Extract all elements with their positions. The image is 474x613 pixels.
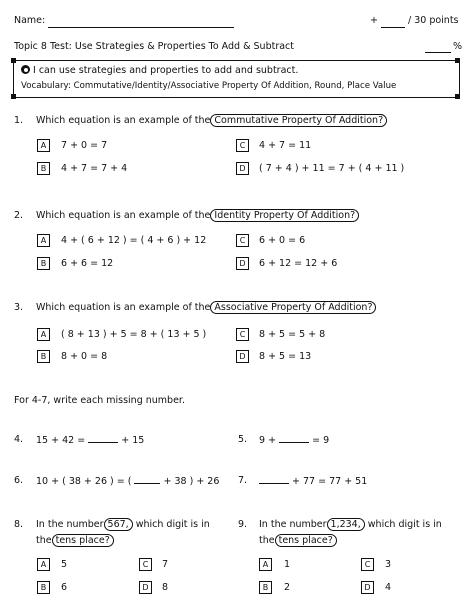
option-text: 4 + 7 = 7 + 4 [61, 163, 128, 174]
option-text: ( 8 + 13 ) + 5 = 8 + ( 13 + 5 ) [61, 329, 207, 340]
option-text: 2 [284, 582, 291, 593]
option-letter[interactable]: D [236, 257, 249, 270]
question-prompt: Which equation is an example of the Associative Property Of Addition? [36, 302, 376, 313]
name-field[interactable] [48, 27, 234, 28]
circled-number: 567, [104, 518, 133, 531]
target-icon [21, 65, 30, 74]
option-text: 6 + 0 = 6 [259, 235, 306, 246]
points-total: / 30 points [408, 15, 459, 26]
answer-blank[interactable] [259, 475, 289, 484]
option-letter[interactable]: D [139, 581, 152, 594]
question-number: 4. [14, 434, 24, 445]
option-text: 7 [162, 559, 169, 570]
option-letter[interactable]: A [37, 139, 50, 152]
instructions: For 4-7, write each missing number. [14, 395, 185, 406]
option-letter[interactable]: C [236, 234, 249, 247]
circled-term: Associative Property Of Addition? [210, 301, 376, 314]
equation: 15 + 42 = + 15 [36, 435, 145, 446]
corner-mark [455, 94, 460, 99]
option-letter[interactable]: B [37, 162, 50, 175]
option-letter[interactable]: B [37, 257, 50, 270]
question-prompt-line2: the tens place? [36, 535, 114, 546]
option-text: 4 [385, 582, 392, 593]
answer-blank[interactable] [134, 475, 160, 484]
option-text: 7 + 0 = 7 [61, 140, 108, 151]
option-text: 6 [61, 582, 68, 593]
points-prefix: + [370, 15, 378, 26]
vocabulary-line: Vocabulary: Commutative/Identity/Associative Property Of Addition, Round, Place Value [21, 81, 397, 91]
question-number: 1. [14, 115, 24, 126]
option-letter[interactable]: D [361, 581, 374, 594]
question-number: 9. [238, 519, 248, 530]
option-text: 4 + ( 6 + 12 ) = ( 4 + 6 ) + 12 [61, 235, 207, 246]
option-letter[interactable]: C [361, 558, 374, 571]
question-number: 5. [238, 434, 248, 445]
option-letter[interactable]: D [236, 162, 249, 175]
answer-blank[interactable] [88, 434, 118, 443]
option-text: 1 [284, 559, 291, 570]
option-text: ( 7 + 4 ) + 11 = 7 + ( 4 + 11 ) [259, 163, 405, 174]
circled-term: tens place? [275, 534, 337, 547]
option-text: 8 + 0 = 8 [61, 351, 108, 362]
name-label: Name: [14, 15, 46, 26]
option-letter[interactable]: B [37, 581, 50, 594]
question-prompt: Which equation is an example of the Commutative Property Of Addition? [36, 115, 387, 126]
option-letter[interactable]: C [236, 139, 249, 152]
corner-mark [11, 94, 16, 99]
question-number: 6. [14, 475, 24, 486]
option-text: 5 [61, 559, 68, 570]
option-letter[interactable]: A [37, 234, 50, 247]
option-letter[interactable]: D [236, 350, 249, 363]
corner-mark [455, 58, 460, 63]
option-text: 6 + 12 = 12 + 6 [259, 258, 338, 269]
option-letter[interactable]: A [37, 558, 50, 571]
test-title: Topic 8 Test: Use Strategies & Properties To Add & Subtract [14, 41, 295, 52]
circled-term: Commutative Property Of Addition? [210, 114, 387, 127]
option-letter[interactable]: B [37, 350, 50, 363]
corner-mark [11, 58, 16, 63]
points-field[interactable] [381, 27, 405, 28]
question-prompt: Which equation is an example of the Identity Property Of Addition? [36, 210, 359, 221]
answer-blank[interactable] [279, 434, 309, 443]
circled-number: 1,234, [327, 518, 365, 531]
option-text: 6 + 6 = 12 [61, 258, 114, 269]
question-prompt: In the number 567, which digit is in [36, 519, 210, 530]
question-number: 3. [14, 302, 24, 313]
question-number: 7. [238, 475, 248, 486]
option-letter[interactable]: A [37, 328, 50, 341]
option-letter[interactable]: A [259, 558, 272, 571]
option-letter[interactable]: C [236, 328, 249, 341]
equation: + 77 = 77 + 51 [259, 475, 367, 487]
question-number: 2. [14, 210, 24, 221]
objective-statement: I can use strategies and properties to add and subtract. [21, 65, 298, 76]
percent-field[interactable] [425, 52, 451, 53]
question-number: 8. [14, 519, 24, 530]
question-prompt-line2: the tens place? [259, 535, 337, 546]
option-text: 8 + 5 = 5 + 8 [259, 329, 326, 340]
question-prompt: In the number 1,234, which digit is in [259, 519, 442, 530]
option-text: 3 [385, 559, 392, 570]
percent-sign: % [453, 41, 463, 52]
equation: 9 + = 9 [259, 435, 330, 446]
option-text: 8 + 5 = 13 [259, 351, 312, 362]
circled-term: tens place? [52, 534, 114, 547]
option-text: 8 [162, 582, 169, 593]
option-letter[interactable]: B [259, 581, 272, 594]
equation: 10 + ( 38 + 26 ) = ( + 38 ) + 26 [36, 476, 220, 487]
option-text: 4 + 7 = 11 [259, 140, 312, 151]
option-letter[interactable]: C [139, 558, 152, 571]
circled-term: Identity Property Of Addition? [210, 209, 359, 222]
